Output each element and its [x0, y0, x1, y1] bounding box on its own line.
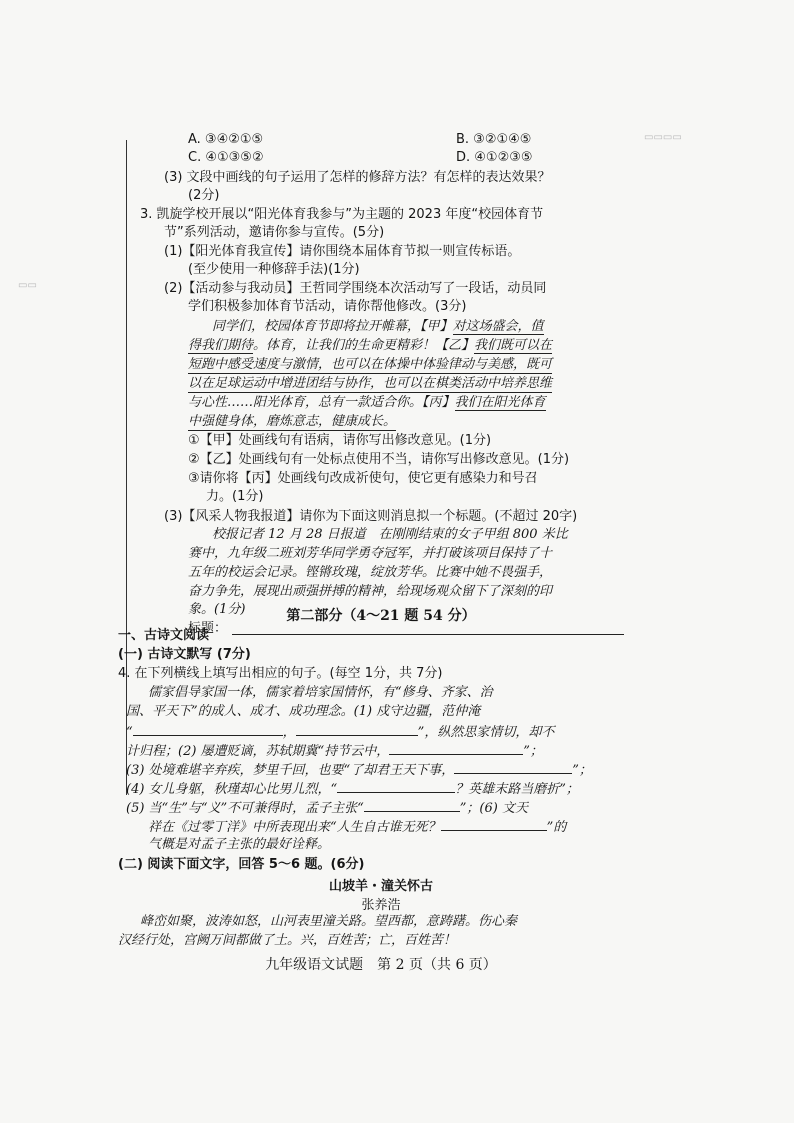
underlined-sentence-yi: 短跑中感受速度与激情，也可以在体操中体验律动与美感，既可 — [188, 357, 553, 372]
q4-text-line — [126, 742, 543, 760]
q3-prompt-cont: 节”系列活动，邀请你参与宣传。(5分) — [164, 225, 385, 240]
q3-2-task-2: ②【乙】处画线句有一处标点使用不当，请你写出修改意见。(1分) — [188, 452, 570, 467]
underlined-sentence-jia: 对这场盛会，值 — [452, 319, 544, 334]
answer-blank-3[interactable] — [389, 742, 523, 755]
answer-blank-4[interactable] — [454, 761, 572, 774]
q4-text-line: 气概是对孟子主张的最好诠释。 — [148, 837, 331, 852]
q4-text: (5) 当“生”与“义”不可兼得时，孟子主张“ — [126, 801, 364, 816]
q3-1-prompt: (1)【阳光体育我宣传】请你围绕本届体育节拟一则宣传标语。 — [164, 244, 521, 259]
q4-text: “ — [126, 725, 133, 740]
q2-3-prompt: (3) 文段中画线的句子运用了怎样的修辞方法？有怎样的表达效果？ — [164, 170, 551, 185]
underlined-sentence-bing: 我们在阳光体育 — [454, 395, 546, 410]
q3-2-prompt: (2)【活动参与我动员】王哲同学围绕本次活动写了一段话，动员同 — [164, 281, 547, 296]
passage-line — [188, 338, 552, 354]
q3-3-prompt: (3)【风采人物我报道】请你为下面这则消息拟一个标题。(不超过 20字) — [164, 509, 578, 524]
poem-line: 峰峦如聚，波涛如怒，山河表里潼关路。望西都，意踌躇。伤心秦 — [140, 914, 518, 929]
q3-1-note: (至少使用一种修辞手法)(1分) — [188, 262, 360, 277]
underlined-sentence-yi: 以在足球运动中增进团结与协作，也可以在棋类活动中培养思维 — [188, 376, 553, 391]
poem-line: 汉经行处，宫阙万间都做了土。兴，百姓苦；亡，百姓苦！ — [118, 933, 457, 948]
passage-line — [212, 319, 544, 335]
q3-2-task-1: ①【甲】处画线句有语病，请你写出修改意见。(1分) — [188, 433, 492, 448]
q4-text-line: 儒家倡导家国一体，儒家着培家国情怀，有“修身、齐家、治 — [148, 685, 493, 700]
q4-text-line — [126, 761, 592, 779]
underlined-sentence-jia: 得我们期待 — [188, 338, 254, 353]
q4-text: ”； — [523, 744, 543, 759]
underlined-sentence-bing: 中强健身体，磨炼意志，健康成长。 — [188, 414, 397, 429]
passage-text: 同学们，校园体育节即将拉开帷幕，【甲】 — [212, 319, 453, 334]
news-line: 象。(1分) — [188, 602, 246, 617]
q4-text-line — [126, 723, 554, 741]
answer-blank-2[interactable] — [296, 723, 418, 736]
exam-page — [118, 128, 636, 973]
page-footer: 九年级语文试题 第 2 页（共 6 页） — [265, 957, 497, 973]
q4-text: ， — [282, 725, 296, 740]
part2-heading: 第二部分（4～21 题 54 分） — [286, 608, 476, 624]
q4-text: ”的 — [546, 820, 567, 835]
q4-text-line — [148, 818, 566, 836]
q4-text: (3) 处境难堪辛弃疾，梦里千回，也要“了却君王天下事， — [126, 763, 455, 778]
q3-2-prompt-cont: 学们积极参加体育节活动，请你帮他修改。(3分) — [188, 299, 467, 314]
q4-text: 祥在《过零丁洋》中所表现出来“人生自古谁无死？ — [148, 820, 441, 835]
option-c: C. ④①③⑤② — [188, 150, 264, 165]
q3-prompt: 3. 凯旋学校开展以“阳光体育我参与”为主题的 2023 年度“校园体育节 — [140, 207, 544, 222]
answer-blank-7[interactable] — [441, 818, 547, 831]
q4-text-line — [126, 780, 579, 798]
q4-text: ？英雄末路当磨折”； — [455, 782, 579, 797]
news-line: 五年的校运会记录。铿锵玫瑰，绽放芳华。比赛中她不畏强手， — [188, 565, 553, 580]
bleed-through-mark: ▭▭ — [18, 280, 37, 291]
q4-text: (4) 女儿身躯，秋瑾却心比男儿烈，“ — [126, 782, 338, 797]
option-d: D. ④①②③⑤ — [456, 150, 533, 165]
q4-text: ”，纵然思家情切，却不 — [417, 725, 555, 740]
option-b: B. ③②①④⑤ — [456, 132, 532, 147]
q2-3-score: (2分) — [188, 188, 220, 203]
news-line: 奋力争先，展现出顽强拼搏的精神，给现场观众留下了深刻的印 — [188, 584, 553, 599]
q4-text-line — [126, 799, 528, 817]
q4-text: ”； — [572, 763, 592, 778]
news-line: 赛中，九年级二班刘芳华同学勇夺冠军，并打破该项目保持了十 — [188, 546, 553, 561]
q4-text-line: 国、平天下”的成人、成才、成功理念。(1) 戍守边疆，范仲淹 — [126, 704, 481, 719]
answer-blank-5[interactable] — [337, 780, 455, 793]
answer-blank-1[interactable] — [133, 723, 283, 736]
subsection-heading: (二) 阅读下面文字，回答 5～6 题。(6分) — [118, 857, 365, 872]
underlined-sentence-yi: 我们既可以在 — [474, 338, 553, 353]
passage-text: 与心性……阳光体育，总有一款适合你。【丙】 — [188, 395, 455, 410]
q3-2-task-3: ③请你将【丙】处画线句改成祈使句，使它更有感染力和号召 — [188, 471, 538, 486]
poem-title: 山坡羊・潼关怀古 — [328, 879, 433, 894]
title-label: 标题： — [188, 621, 228, 636]
q3-2-task-3-cont: 力。(1分) — [206, 489, 264, 504]
poem-author: 张养浩 — [361, 898, 401, 913]
option-a: A. ③④②①⑤ — [188, 132, 264, 147]
subsection-heading: (一) 古诗文默写 (7分) — [118, 647, 251, 662]
news-line: 校报记者 12 月 28 日报道 在刚刚结束的女子甲组 800 米比 — [212, 527, 568, 542]
passage-text: 。体育，让我们的生命更精彩！【乙】 — [253, 338, 475, 353]
q4-text: ”；(6) 文天 — [459, 801, 528, 816]
passage-line — [188, 395, 546, 411]
bleed-through-mark: ▭▭▭▭ — [644, 132, 682, 143]
q4-prompt: 4. 在下列横线上填写出相应的句子。(每空 1分，共 7分) — [118, 666, 443, 681]
q4-text: 计归程；(2) 屡遭贬谪，苏轼期冀“持节云中， — [126, 744, 390, 759]
section-heading: 一、古诗文阅读 — [118, 628, 210, 643]
answer-blank-6[interactable] — [364, 799, 460, 812]
